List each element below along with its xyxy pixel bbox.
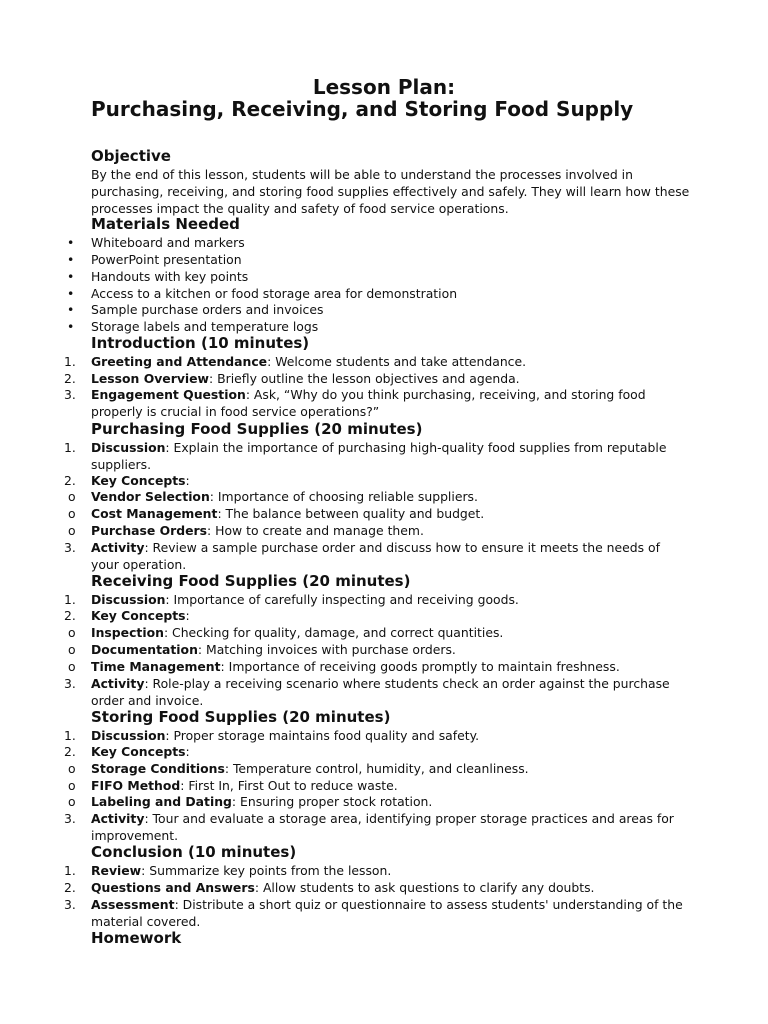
list-item-text	[91, 727, 691, 744]
item-description: : Explain the importance of purchasing high-quality food supplies from reputable suppliers.	[91, 440, 667, 472]
list-number: 1.	[64, 863, 76, 878]
list-number: 3.	[64, 897, 76, 912]
list-item-text	[91, 522, 691, 539]
item-description: : Ensuring proper stock rotation.	[231, 794, 433, 809]
item-description: : How to create and manage them.	[207, 523, 424, 538]
sub-bullet-marker: o	[68, 625, 76, 640]
list-item-text	[91, 896, 691, 930]
item-term: Activity	[91, 811, 145, 826]
item-term: Inspection	[91, 625, 164, 640]
item-term: Documentation	[91, 642, 198, 657]
homework-heading: Homework	[91, 929, 182, 947]
item-description: : Tour and evaluate a storage area, identifying proper storage practices and areas for improvement.	[91, 811, 674, 843]
item-term: Key Concepts	[91, 608, 186, 623]
item-term: Assessment	[91, 897, 175, 912]
sub-bullet-marker: o	[68, 642, 76, 657]
materials-heading: Materials Needed	[91, 215, 240, 233]
list-number: 1.	[64, 440, 76, 455]
item-description: : Proper storage maintains food quality and safety.	[165, 728, 480, 743]
list-item-text	[91, 488, 691, 505]
introduction-heading: Introduction (10 minutes)	[91, 334, 310, 352]
list-number: 1.	[64, 592, 76, 607]
list-item-text: Handouts with key points	[91, 269, 249, 284]
item-term: FIFO Method	[91, 778, 181, 793]
item-term: Review	[91, 863, 142, 878]
sub-bullet-marker: o	[68, 778, 76, 793]
item-term: Greeting and Attendance	[91, 354, 268, 369]
item-description: : Matching invoices with purchase orders.	[197, 642, 456, 657]
list-item-text	[91, 641, 691, 658]
purchasing-heading: Purchasing Food Supplies (20 minutes)	[91, 420, 423, 438]
list-item-text	[91, 793, 691, 810]
list-number: 3.	[64, 540, 76, 555]
item-description: : Distribute a short quiz or questionnaire to assess students' understanding of the material covered.	[91, 897, 683, 929]
list-item-text	[91, 658, 691, 675]
list-number: 1.	[64, 728, 76, 743]
item-term: Discussion	[91, 440, 166, 455]
sub-bullet-marker: o	[68, 523, 76, 538]
bullet-marker: •	[67, 252, 75, 267]
list-number: 2.	[64, 880, 76, 895]
item-term: Activity	[91, 540, 145, 555]
list-number: 2.	[64, 744, 76, 759]
item-description: :	[185, 608, 190, 623]
list-item-text: Storage labels and temperature logs	[91, 319, 319, 334]
item-description: : Importance of receiving goods promptly to maintain freshness.	[220, 659, 620, 674]
item-description: : Welcome students and take attendance.	[267, 354, 527, 369]
list-item-text	[91, 386, 691, 420]
item-term: Discussion	[91, 728, 166, 743]
list-item-text	[91, 539, 691, 573]
list-item-text	[91, 370, 691, 387]
list-item-text	[91, 591, 691, 608]
item-term: Engagement Question	[91, 387, 246, 402]
list-item-text	[91, 879, 691, 896]
item-description: : First In, First Out to reduce waste.	[180, 778, 398, 793]
item-description: : Summarize key points from the lesson.	[141, 863, 392, 878]
list-item-text: PowerPoint presentation	[91, 252, 242, 267]
list-number: 3.	[64, 676, 76, 691]
list-item-text: Sample purchase orders and invoices	[91, 302, 324, 317]
list-item-text	[91, 607, 691, 624]
item-description: : Briefly outline the lesson objectives and agenda.	[209, 371, 520, 386]
list-item-text	[91, 810, 691, 844]
item-description: :	[185, 744, 190, 759]
sub-bullet-marker: o	[68, 794, 76, 809]
item-term: Activity	[91, 676, 145, 691]
objective-text: By the end of this lesson, students will be able to understand the processes involved in purchasing, receiving, and storing food supplies effectively and safely. They will learn how these processes impact the quality and safety of food service operations.	[91, 167, 690, 216]
item-term: Key Concepts	[91, 744, 186, 759]
item-description: : Importance of choosing reliable suppliers.	[209, 489, 478, 504]
list-item-text	[91, 760, 691, 777]
item-description: : Role-play a receiving scenario where students check an order against the purchase order and invoice.	[91, 676, 670, 708]
item-description: : Allow students to ask questions to clarify any doubts.	[254, 880, 595, 895]
item-term: Time Management	[91, 659, 221, 674]
objective-heading: Objective	[91, 147, 171, 165]
list-number: 1.	[64, 354, 76, 369]
list-item-text	[91, 439, 691, 473]
page-subtitle: Purchasing, Receiving, and Storing Food Supply	[91, 97, 634, 121]
list-item-text: Whiteboard and markers	[91, 235, 245, 250]
page-title: Lesson Plan:	[312, 75, 456, 99]
sub-bullet-marker: o	[68, 506, 76, 521]
list-number: 3.	[64, 811, 76, 826]
bullet-marker: •	[67, 302, 75, 317]
list-item-text	[91, 624, 691, 641]
bullet-marker: •	[67, 286, 75, 301]
sub-bullet-marker: o	[68, 659, 76, 674]
item-term: Vendor Selection	[91, 489, 210, 504]
item-description: : Temperature control, humidity, and cleanliness.	[224, 761, 529, 776]
item-term: Key Concepts	[91, 473, 186, 488]
item-description: : Checking for quality, damage, and correct quantities.	[163, 625, 504, 640]
list-item-text	[91, 472, 691, 489]
storing-heading: Storing Food Supplies (20 minutes)	[91, 708, 391, 726]
sub-bullet-marker: o	[68, 489, 76, 504]
item-term: Storage Conditions	[91, 761, 225, 776]
item-term: Purchase Orders	[91, 523, 208, 538]
conclusion-heading: Conclusion (10 minutes)	[91, 843, 297, 861]
item-description: :	[185, 473, 190, 488]
list-number: 2.	[64, 608, 76, 623]
item-description: : Ask, “Why do you think purchasing, receiving, and storing food properly is crucial in food service operations?”	[91, 387, 646, 419]
list-item-text: Access to a kitchen or food storage area for demonstration	[91, 286, 458, 301]
bullet-marker: •	[67, 269, 75, 284]
item-term: Cost Management	[91, 506, 218, 521]
list-item-text	[91, 777, 691, 794]
item-description: : Importance of carefully inspecting and receiving goods.	[165, 592, 519, 607]
list-number: 2.	[64, 473, 76, 488]
sub-bullet-marker: o	[68, 761, 76, 776]
bullet-marker: •	[67, 319, 75, 334]
list-item-text	[91, 353, 691, 370]
item-term: Questions and Answers	[91, 880, 255, 895]
item-term: Labeling and Dating	[91, 794, 232, 809]
item-description: : Review a sample purchase order and discuss how to ensure it meets the needs of your operation.	[91, 540, 660, 572]
bullet-marker: •	[67, 235, 75, 250]
list-number: 2.	[64, 371, 76, 386]
receiving-heading: Receiving Food Supplies (20 minutes)	[91, 572, 411, 590]
list-item-text	[91, 675, 691, 709]
list-item-text	[91, 505, 691, 522]
list-item-text	[91, 743, 691, 760]
list-number: 3.	[64, 387, 76, 402]
item-term: Discussion	[91, 592, 166, 607]
item-description: : The balance between quality and budget.	[217, 506, 485, 521]
item-term: Lesson Overview	[91, 371, 209, 386]
list-item-text	[91, 862, 691, 879]
